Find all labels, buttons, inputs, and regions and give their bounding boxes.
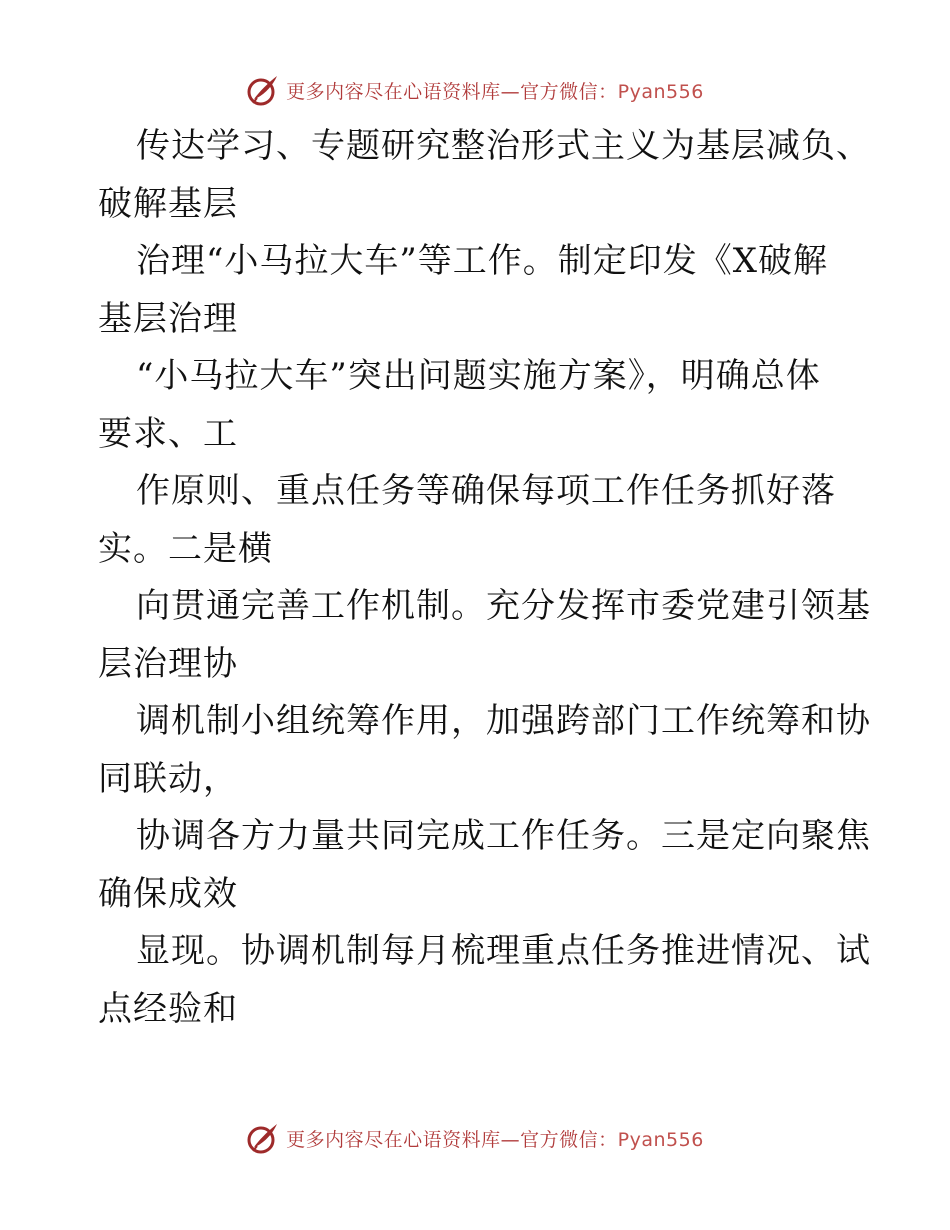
text-line-4: 基层治理 — [98, 298, 238, 339]
quill-pen-logo-icon — [246, 1121, 280, 1155]
footer-banner — [0, 1118, 950, 1158]
text-line-11: 调机制小组统筹作用，加强跨部门工作统筹和协 — [136, 701, 871, 741]
text-line-14: 确保成效 — [98, 873, 238, 914]
footer-banner-label: 更多内容尽在心语资料库—官方微信： — [286, 1128, 618, 1151]
footer-banner-wechat-id: Pyan556 — [617, 1128, 704, 1151]
text-line-1: 传达学习、专题研究整治形式主义为基层减负、 — [136, 126, 871, 166]
text-line-10: 层治理协 — [98, 643, 238, 684]
text-line-15: 显现。协调机制每月梳理重点任务推进情况、试 — [136, 931, 871, 971]
header-banner-text — [286, 77, 704, 104]
text-line-8: 实。二是横 — [98, 528, 273, 569]
text-line-6: 要求、工 — [98, 413, 238, 454]
text-line-9: 向贯通完善工作机制。充分发挥市委党建引领基 — [136, 586, 871, 626]
quill-pen-logo-icon — [246, 73, 280, 107]
text-line-7: 作原则、重点任务等确保每项工作任务抓好落 — [136, 471, 836, 511]
header-banner-label: 更多内容尽在心语资料库—官方微信： — [286, 80, 618, 103]
text-line-13: 协调各方力量共同完成工作任务。三是定向聚焦 — [136, 816, 871, 856]
text-line-12: 同联动， — [98, 758, 238, 799]
text-line-5: “小马拉大车”突出问题实施方案》，明确总体 — [136, 356, 821, 396]
header-banner-wechat-id: Pyan556 — [617, 80, 704, 103]
document-body — [98, 118, 871, 1038]
text-line-3: 治理“小马拉大车”等工作。制定印发《X破解 — [136, 241, 828, 281]
text-line-2: 破解基层 — [98, 183, 238, 224]
footer-banner-text — [286, 1125, 704, 1152]
text-line-16: 点经验和 — [98, 988, 238, 1029]
header-banner — [0, 70, 950, 110]
